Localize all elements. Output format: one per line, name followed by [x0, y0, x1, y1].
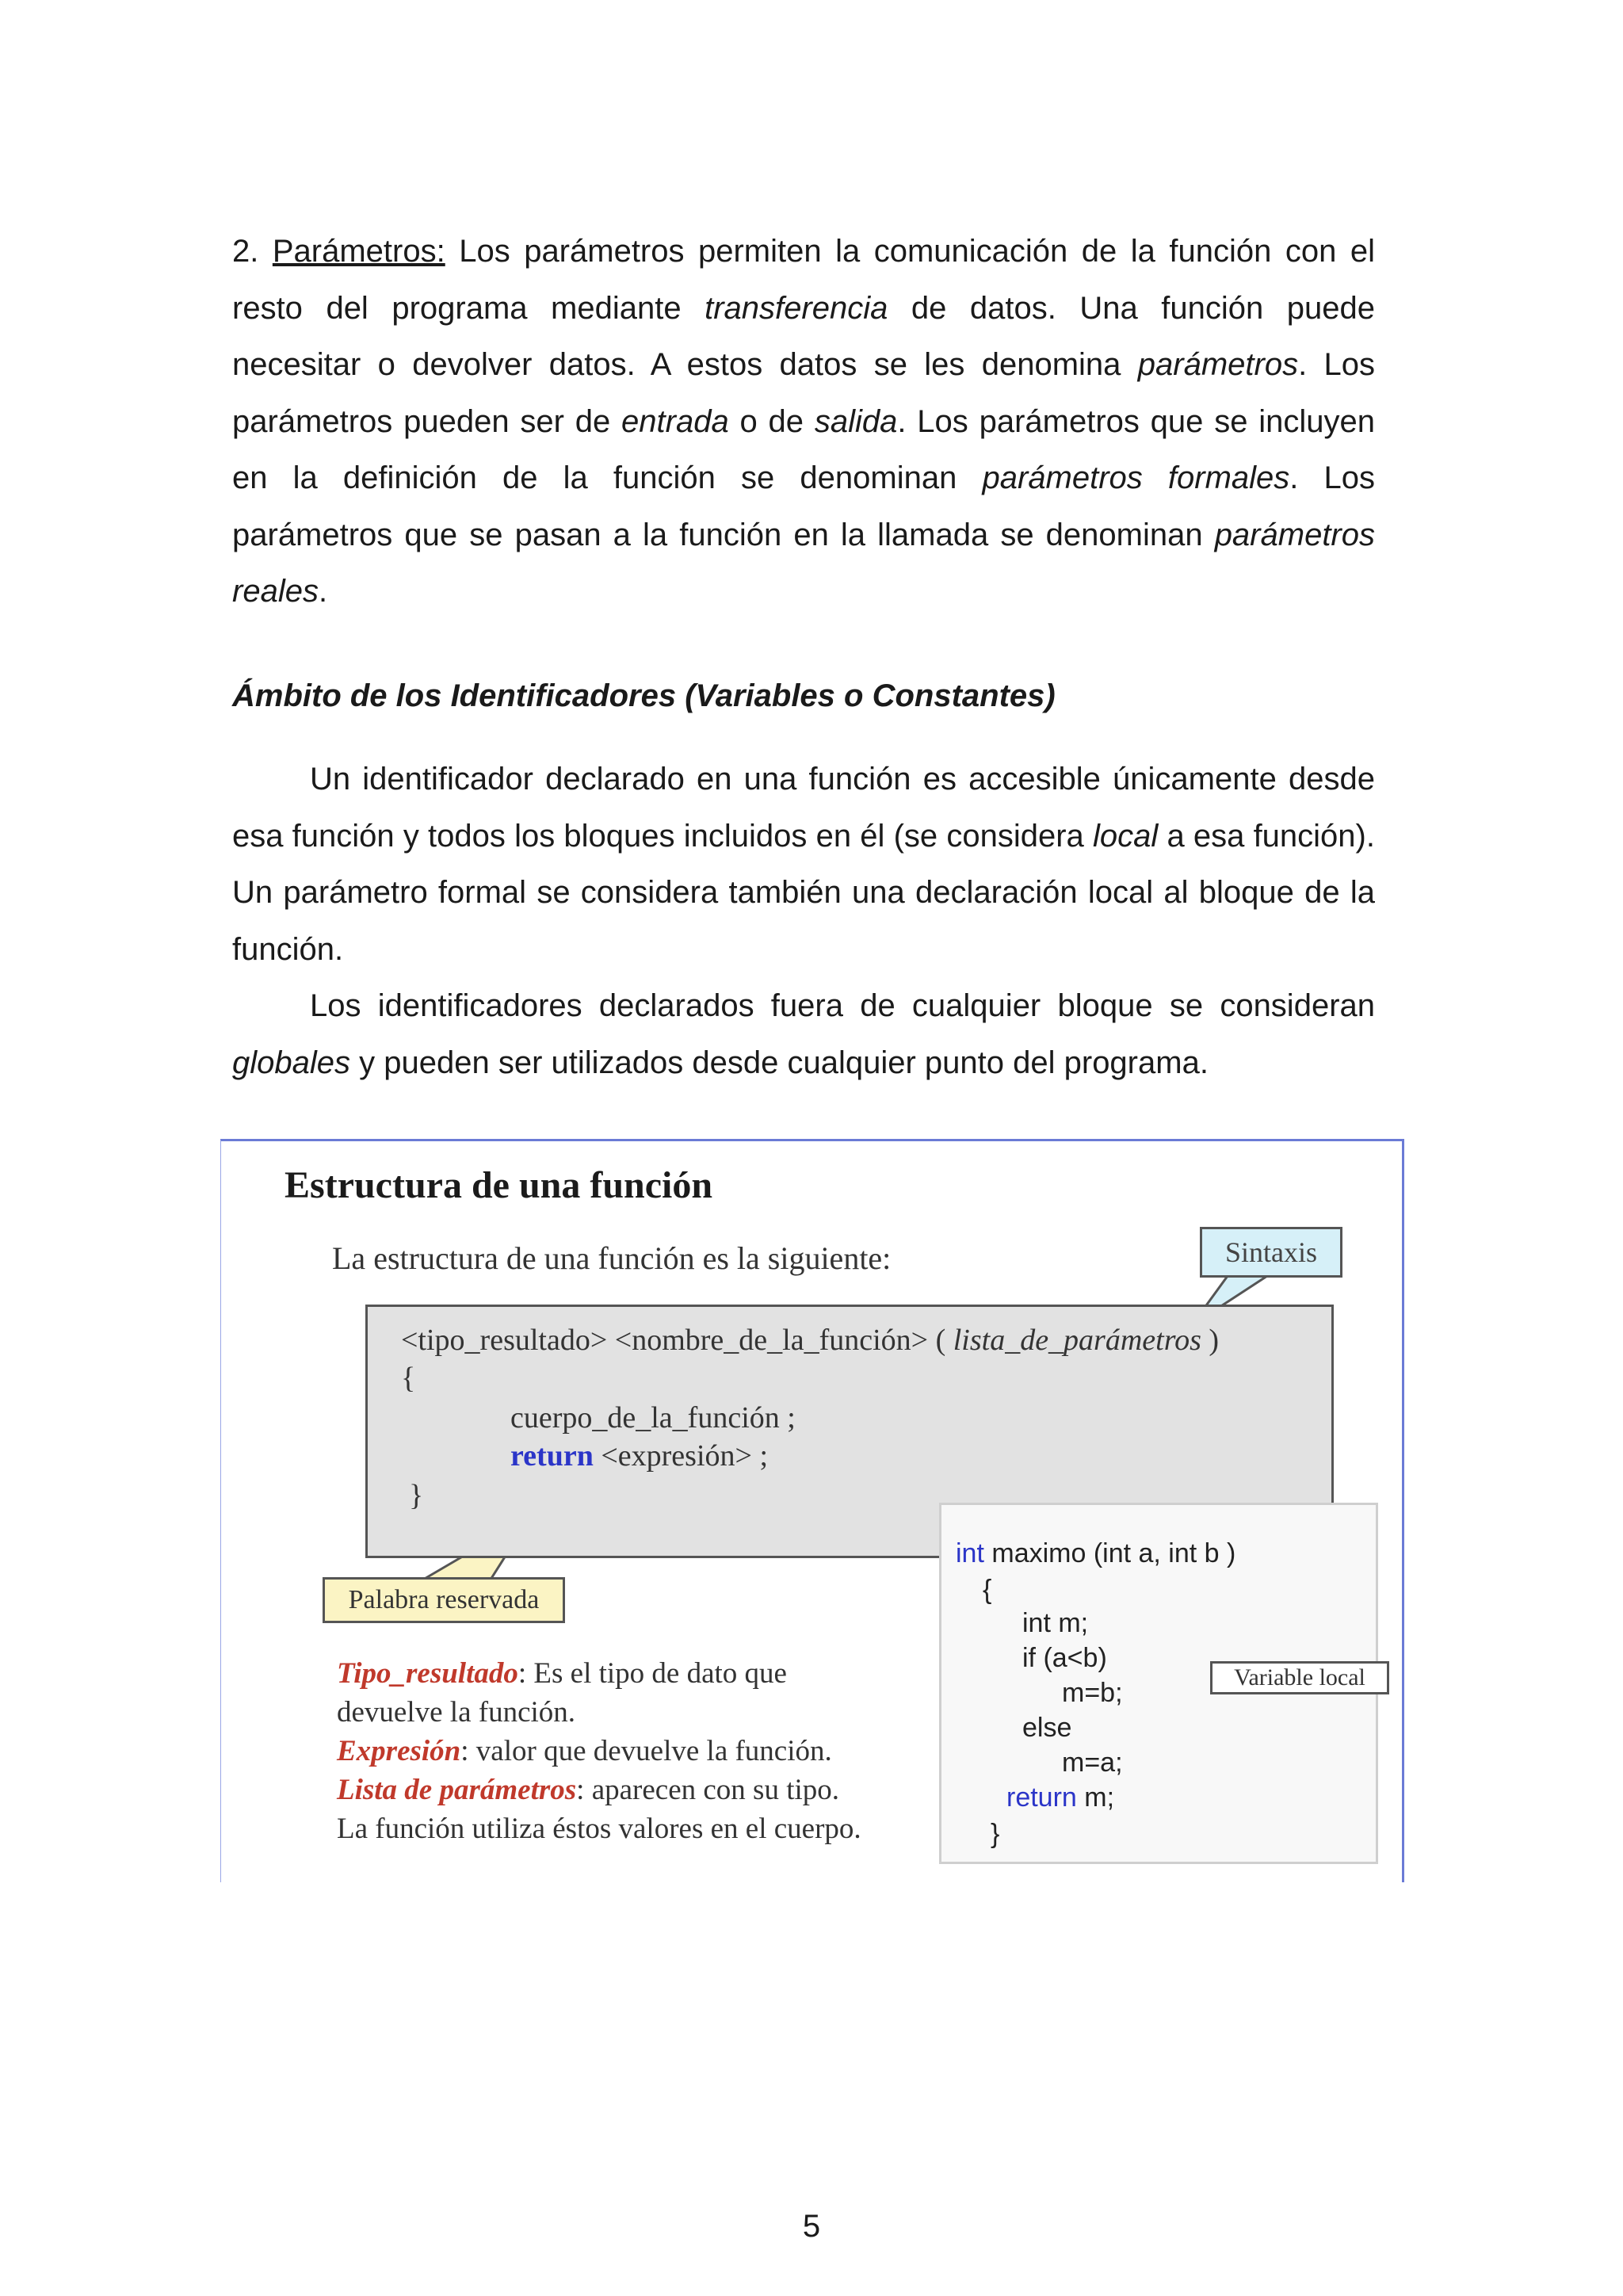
paragraph-text: Los parámetros permiten la comunicación de la función con el resto del programa mediante — [232, 234, 1375, 326]
scope-paragraph-2 — [232, 978, 1375, 1091]
close-paren: ) — [1201, 1324, 1220, 1357]
page-number: 5 — [802, 2209, 821, 2244]
figure-intro: La estructura de una función es la siguiente: — [332, 1240, 892, 1276]
definition-lista-cont: La función utiliza éstos valores en el cuerpo. — [337, 1813, 861, 1845]
figure-title: Estructura de una función — [285, 1164, 713, 1206]
open-brace: { — [401, 1362, 416, 1395]
paragraph-text: . Los parámetros que se pasan a la función en la llamada se denominan — [232, 460, 1375, 552]
code-line: else — [1022, 1713, 1072, 1743]
function-structure-figure — [220, 1139, 1404, 1882]
italic-term: salida — [814, 403, 898, 439]
paragraph-text: de datos. Una función puede necesitar o devolver datos. A estos datos se les denomina — [232, 290, 1375, 382]
code-line: { — [983, 1575, 992, 1605]
definition-term: Tipo_resultado — [337, 1657, 518, 1690]
return-keyword: return — [510, 1439, 594, 1473]
definition-tipo-cont: devuelve la función. — [337, 1696, 576, 1729]
definition-text: : Es el tipo de dato que — [517, 1657, 787, 1690]
paragraph-text: y pueden ser utilizados desde cualquier punto del programa. — [350, 1045, 1209, 1080]
signature-text: <tipo_resultado> <nombre_de_la_función> ( — [401, 1324, 953, 1357]
definition-text: : aparecen con su tipo. — [576, 1774, 840, 1806]
params-text: lista_de_parámetros — [953, 1324, 1201, 1357]
syntax-body: cuerpo_de_la_función ; — [510, 1401, 796, 1435]
code-line — [1006, 1782, 1114, 1813]
callout-sintaxis: Sintaxis — [1200, 1227, 1342, 1278]
code-text: m; — [1076, 1782, 1115, 1813]
definition-tipo — [337, 1656, 787, 1690]
code-text: maximo (int a, int b ) — [983, 1538, 1236, 1568]
code-line: } — [991, 1819, 1000, 1849]
code-line: int m; — [1022, 1608, 1089, 1638]
code-line — [956, 1538, 1235, 1569]
callout-palabra-reservada: Palabra reservada — [323, 1577, 565, 1623]
paragraph-text: o de — [728, 403, 815, 439]
definition-lista — [337, 1773, 839, 1807]
return-keyword: return — [1006, 1782, 1077, 1813]
section-heading: Ámbito de los Identificadores (Variables o Constantes) — [232, 678, 1056, 713]
paragraph-text: Los identificadores declarados fuera de cualquier bloque se consideran — [310, 988, 1375, 1023]
definition-text: : valor que devuelve la función. — [460, 1735, 832, 1767]
code-line: m=b; — [1062, 1678, 1123, 1708]
code-line: if (a<b) — [1022, 1643, 1107, 1673]
callout-variable-local: Variable local — [1210, 1661, 1389, 1694]
italic-term: parámetros — [1137, 347, 1299, 382]
scope-paragraph-1 — [232, 751, 1375, 978]
definition-term: Expresión — [337, 1735, 461, 1767]
code-line: m=a; — [1062, 1748, 1123, 1778]
syntax-return — [510, 1438, 768, 1473]
italic-term: parámetros reales — [232, 517, 1375, 609]
paragraph-text: a esa función). Un parámetro formal se considera también una declaración local al bloque de la función. — [232, 818, 1375, 967]
paragraph-text: . Los parámetros que se incluyen en la definición de la función se denominan — [232, 403, 1376, 495]
italic-term: parámetros formales — [982, 460, 1290, 495]
syntax-signature — [401, 1323, 1219, 1358]
parametros-paragraph — [232, 223, 1375, 621]
italic-term: local — [1092, 818, 1159, 854]
paragraph-text: . — [318, 574, 328, 609]
list-number: 2. — [232, 234, 259, 269]
definition-expresion — [337, 1734, 832, 1768]
return-expression: <expresión> ; — [593, 1439, 768, 1473]
italic-term: globales — [232, 1045, 351, 1080]
paragraph-text: Un identificador declarado en una función es accesible únicamente desde esa función y todos los bloques incluidos en él (se considera — [232, 762, 1375, 854]
term-parametros: Parámetros: — [272, 234, 445, 269]
paragraph-text: . Los parámetros pueden ser de — [232, 347, 1376, 439]
definition-term: Lista de parámetros — [337, 1774, 577, 1806]
italic-term: entrada — [621, 403, 729, 439]
int-keyword: int — [956, 1538, 984, 1568]
italic-term: transferencia — [705, 290, 888, 326]
close-brace: } — [409, 1479, 424, 1512]
